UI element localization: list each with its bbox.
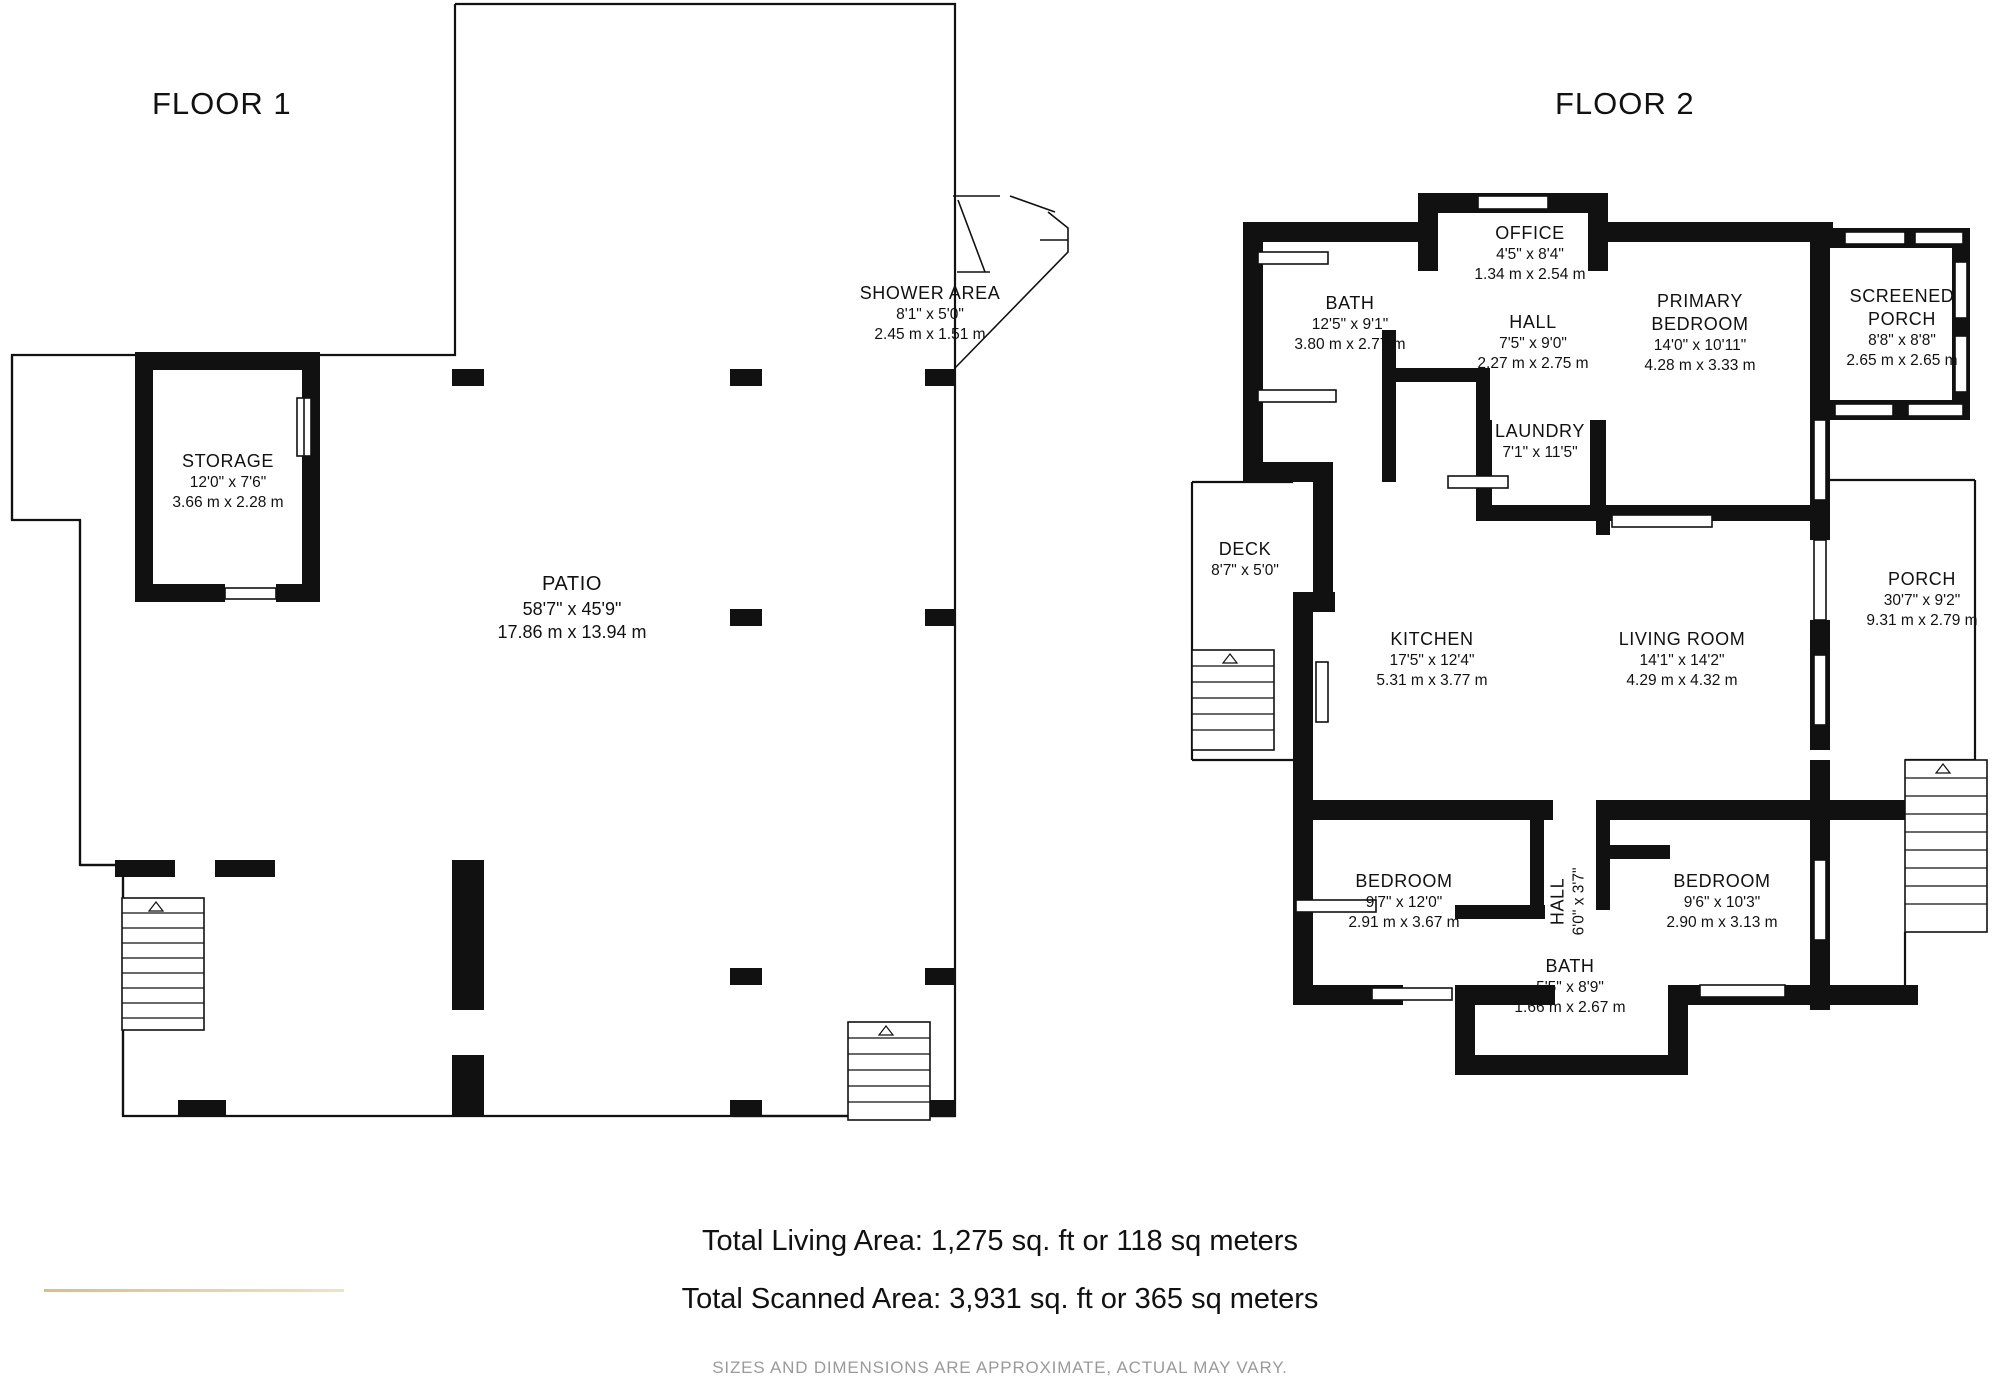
room-name: BATH <box>1545 956 1595 976</box>
room-name-line2: PORCH <box>1867 309 1937 330</box>
room-dim-m: 17.86 m x 13.94 m <box>497 621 647 642</box>
room-name: STORAGE <box>182 451 274 471</box>
room-name: HALL <box>1547 877 1568 926</box>
room-dim-m: 5.31 m x 3.77 m <box>1376 671 1488 689</box>
room-dim-m: 2.45 m x 1.51 m <box>874 325 986 343</box>
room-name: PORCH <box>1887 569 1957 589</box>
room-dim-ft: 8'1" x 5'0" <box>896 306 964 324</box>
total-living-area-text: Total Living Area: 1,275 sq. ft or 118 sq meters <box>702 1225 1298 1257</box>
room-name-line1: SCREENED <box>1849 286 1955 306</box>
room-dim-ft: 9'6" x 10'3" <box>1683 894 1761 912</box>
room-dim-m: 2.27 m x 2.75 m <box>1477 354 1589 372</box>
room-label-storage <box>172 450 283 513</box>
room-dim-ft: 6'0" x 3'7" <box>1570 867 1588 936</box>
room-name: DECK <box>1218 539 1272 559</box>
room-name-line2: BEDROOM <box>1651 314 1749 335</box>
room-dim-m: 9.31 m x 2.79 m <box>1866 611 1978 629</box>
room-dim-m: 3.66 m x 2.28 m <box>172 493 284 511</box>
room-label-laundry <box>1495 420 1585 463</box>
room-name: BEDROOM <box>1673 871 1771 891</box>
room-name: BATH <box>1325 293 1375 313</box>
room-label-bath-upper <box>1294 292 1405 355</box>
room-dim-ft: 12'0" x 7'6" <box>189 474 267 492</box>
room-label-bedroom-left <box>1348 870 1459 933</box>
room-dim-ft: 14'1" x 14'2" <box>1639 652 1725 670</box>
room-dim-ft: 7'1" x 11'5" <box>1502 444 1578 462</box>
room-dim-m: 3.80 m x 2.77 m <box>1294 335 1406 353</box>
room-dim-ft: 8'8" x 8'8" <box>1868 332 1936 350</box>
floor1-title: FLOOR 1 <box>152 86 292 121</box>
room-label-kitchen <box>1376 628 1487 691</box>
room-dim-m: 1.34 m x 2.54 m <box>1474 265 1586 283</box>
room-label-shower-area <box>860 282 1001 345</box>
total-scanned-area-text: Total Scanned Area: 3,931 sq. ft or 365 sq meters <box>681 1283 1319 1315</box>
room-name: LAUNDRY <box>1495 421 1585 441</box>
room-name-line1: PRIMARY <box>1657 291 1743 311</box>
room-dim-m: 4.28 m x 3.33 m <box>1644 356 1756 374</box>
room-label-hall-lower <box>1547 868 1590 936</box>
room-label-patio <box>497 572 646 644</box>
room-name: HALL <box>1509 312 1557 332</box>
room-name: KITCHEN <box>1390 629 1474 649</box>
room-name: LIVING ROOM <box>1618 629 1746 649</box>
floor2-title: FLOOR 2 <box>1555 86 1695 121</box>
room-label-living-room <box>1619 628 1746 691</box>
room-label-porch <box>1866 568 1977 631</box>
room-dim-ft: 8'7" x 5'0" <box>1211 562 1279 580</box>
floor2-porch-and-stairs <box>1830 480 1987 995</box>
room-name: SHOWER AREA <box>859 283 1001 303</box>
floor2-deck-and-stairs <box>1192 482 1293 760</box>
room-name: PATIO <box>541 573 603 595</box>
room-name: BEDROOM <box>1355 871 1453 891</box>
room-dim-ft: 5'5" x 8'9" <box>1536 979 1604 997</box>
room-dim-m: 2.90 m x 3.13 m <box>1666 913 1778 931</box>
room-label-deck <box>1211 538 1279 581</box>
room-dim-ft: 12'5" x 9'1" <box>1311 316 1389 334</box>
room-label-bath-lower <box>1514 955 1625 1018</box>
room-label-office <box>1474 222 1585 285</box>
room-label-bedroom-right <box>1666 870 1777 933</box>
room-label-hall-upper <box>1477 311 1588 374</box>
floor1-stairs-right <box>848 1022 930 1120</box>
room-dim-ft: 17'5" x 12'4" <box>1389 652 1475 670</box>
room-dim-ft: 30'7" x 9'2" <box>1883 592 1961 610</box>
room-dim-m: 2.91 m x 3.67 m <box>1348 913 1460 931</box>
room-dim-m: 4.29 m x 4.32 m <box>1626 671 1738 689</box>
room-dim-m: 2.65 m x 2.65 m <box>1846 351 1958 369</box>
disclaimer-text: SIZES AND DIMENSIONS ARE APPROXIMATE, ACTUAL MAY VARY. <box>712 1358 1288 1377</box>
room-dim-ft: 58'7" x 45'9" <box>522 598 622 619</box>
room-dim-ft: 14'0" x 10'11" <box>1653 337 1747 355</box>
room-dim-ft: 7'5" x 9'0" <box>1499 335 1567 353</box>
room-label-screened-porch <box>1846 285 1957 371</box>
room-dim-ft: 9'7" x 12'0" <box>1365 894 1443 912</box>
floor1-stairs-left <box>122 898 204 1030</box>
room-label-primary-bedroom <box>1615 290 1785 376</box>
room-dim-ft: 4'5" x 8'4" <box>1496 246 1564 264</box>
room-dim-m: 1.66 m x 2.67 m <box>1514 998 1626 1016</box>
room-name: OFFICE <box>1495 223 1565 243</box>
